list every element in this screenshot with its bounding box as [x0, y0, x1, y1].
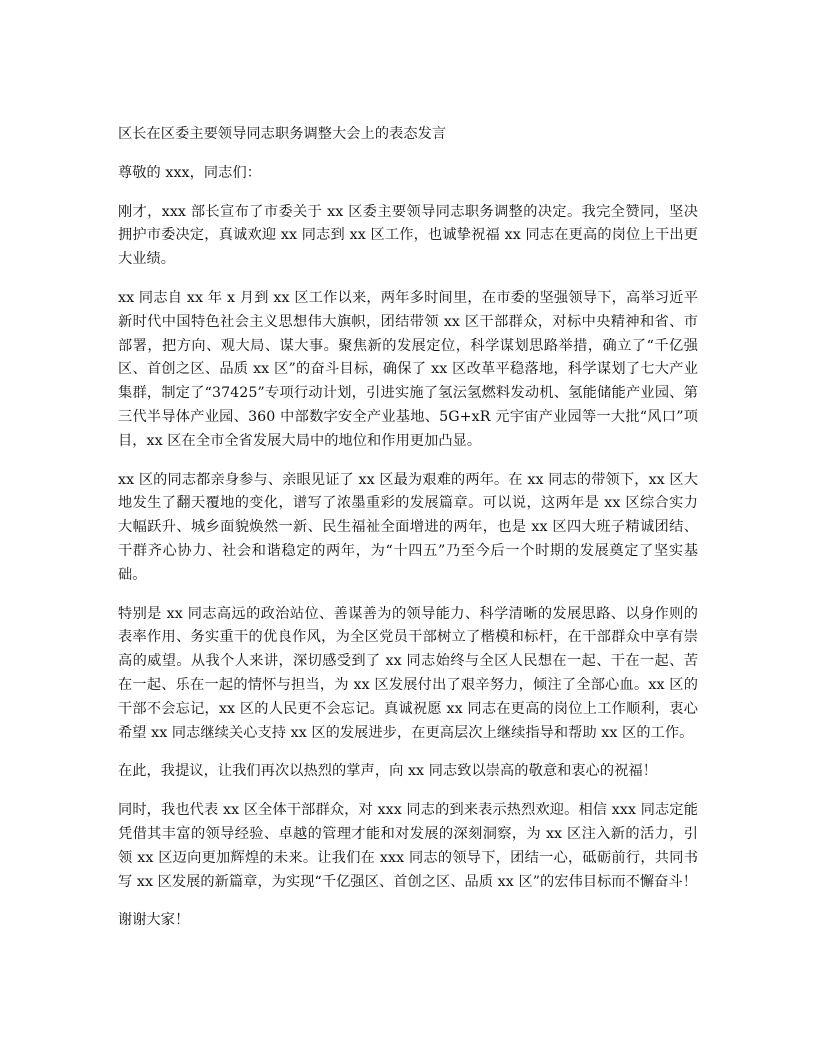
document-title: 区长在区委主要领导同志职务调整大会上的表态发言 — [118, 126, 447, 142]
paragraph-5: 在此，我提议，让我们再次以热烈的掌声，向 xx 同志致以崇高的敬意和衷心的祝福！ — [118, 763, 657, 780]
document-page — [118, 123, 698, 933]
paragraph-1: 刚才，xxx 部长宣布了市委关于 xx 区委主要领导同志职务调整的决定。我完全赞同，坚决拥护市委决定，真诚欢迎 xx 同志到 xx 区工作，也诚挚祝福 xx 同志在更高的岗位上干出更大业绩。 — [118, 203, 698, 268]
paragraph-6: 同时，我也代表 xx 区全体干部群众，对 xxx 同志的到来表示热烈欢迎。相信 xxx 同志定能凭借其丰富的领导经验、卓越的管理才能和对发展的深刻洞察，为 xx 区注入新的活力，引领 xx 区迈向更加辉煌的未来。让我们在 xxx 同志的领导下，团结一心，砥砺前行，共同书写 xx 区发展的新篇章，为实现“千亿强区、首创之区、品质 xx 区”的宏伟目标而不懈奋斗！ — [118, 802, 698, 890]
paragraph-3: xx 区的同志都亲身参与、亲眼见证了 xx 区最为艰难的两年。在 xx 同志的带领下，xx 区大地发生了翻天覆地的变化，谱写了浓墨重彩的发展篇章。可以说，这两年是 xx 区综合实力大幅跃升、城乡面貌焕然一新、民生福祉全面增进的两年，也是 xx 区四大班子精诚团结、干群齐心协力、社会和谐稳定的两年，为“十四五”乃至今后一个时期的发展奠定了坚实基础。 — [118, 471, 698, 583]
paragraph-4: 特别是 xx 同志高远的政治站位、善谋善为的领导能力、科学清晰的发展思路、以身作则的表率作用、务实重干的优良作风，为全区党员干部树立了楷模和标杆，在干部群众中享有崇高的威望。从我个人来讲，深切感受到了 xx 同志始终与全区人民想在一起、干在一起、苦在一起、乐在一起的情怀与担当，为 xx 区发展付出了艰辛努力，倾注了全部心血。xx 区的干部不会忘记，xx 区的人民更不会忘记。真诚祝愿 xx 同志在更高的岗位上工作顺利，衷心希望 xx 同志继续关心支持 xx 区的发展进步，在更高层次上继续指导和帮助 xx 区的工作。 — [118, 605, 698, 741]
salutation: 尊敬的 xxx，同志们： — [118, 164, 261, 181]
closing-remark: 谢谢大家！ — [118, 912, 190, 929]
paragraph-2: xx 同志自 xx 年 x 月到 xx 区工作以来，两年多时间里，在市委的坚强领导下，高举习近平新时代中国特色社会主义思想伟大旗帜，团结带领 xx 区干部群众，对标中央精神和省、市部署，把方向、观大局、谋大事。聚焦新的发展定位，科学谋划思路举措，确立了“千亿强区、首创之区、品质 xx 区”的奋斗目标，确保了 xx 区改革平稳落地，科学谋划了七大产业集群，制定了“37425”专项行动计划，引进实施了氢沄氢燃料发动机、氢能储能产业园、第三代半导体产业园、360 中部数字安全产业基地、5G+xR 元宇宙产业园等一大批“风口”项目，xx 区在全市全省发展大局中的地位和作用更加凸显。 — [118, 289, 698, 449]
